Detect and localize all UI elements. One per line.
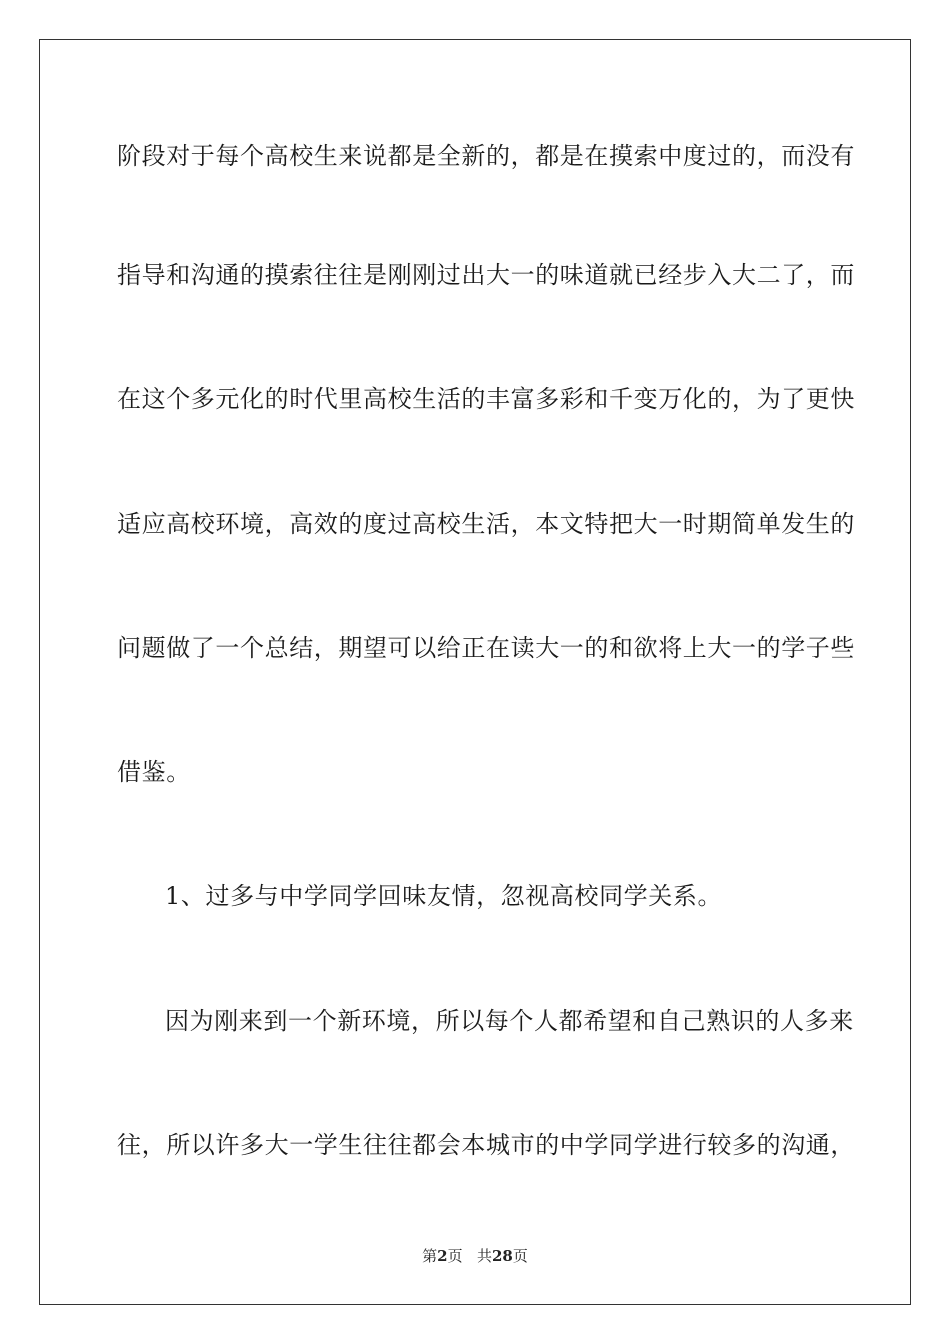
total-pages: 28 [491,1247,513,1265]
page-footer [0,1246,950,1266]
body-line-3: 在这个多元化的时代里高校生活的丰富多彩和千变万化的，为了更快 [117,385,855,413]
page-number: 2 [437,1247,448,1265]
section-heading: 1、过多与中学同学回味友情，忽视高校同学关系。 [165,882,723,910]
body-line-5: 问题做了一个总结，期望可以给正在读大一的和欲将上大一的学子些 [117,634,855,662]
page-frame [39,39,911,1305]
total-label-prefix: 共 [476,1247,492,1265]
body-line-4: 适应高校环境，高效的度过高校生活，本文特把大一时期简单发生的 [117,510,855,538]
body-line-1: 阶段对于每个高校生来说都是全新的，都是在摸索中度过的，而没有 [117,142,855,170]
body-line-8: 因为刚来到一个新环境，所以每个人都希望和自己熟识的人多来 [165,1007,854,1035]
total-label-suffix: 页 [512,1247,528,1265]
body-line-2: 指导和沟通的摸索往往是刚刚过出大一的味道就已经步入大二了，而 [117,261,855,289]
page-label-suffix: 页 [447,1247,463,1265]
body-line-6: 借鉴。 [117,758,191,786]
body-line-9: 往，所以许多大一学生往往都会本城市的中学同学进行较多的沟通， [117,1131,855,1159]
page-label-prefix: 第 [422,1247,438,1265]
